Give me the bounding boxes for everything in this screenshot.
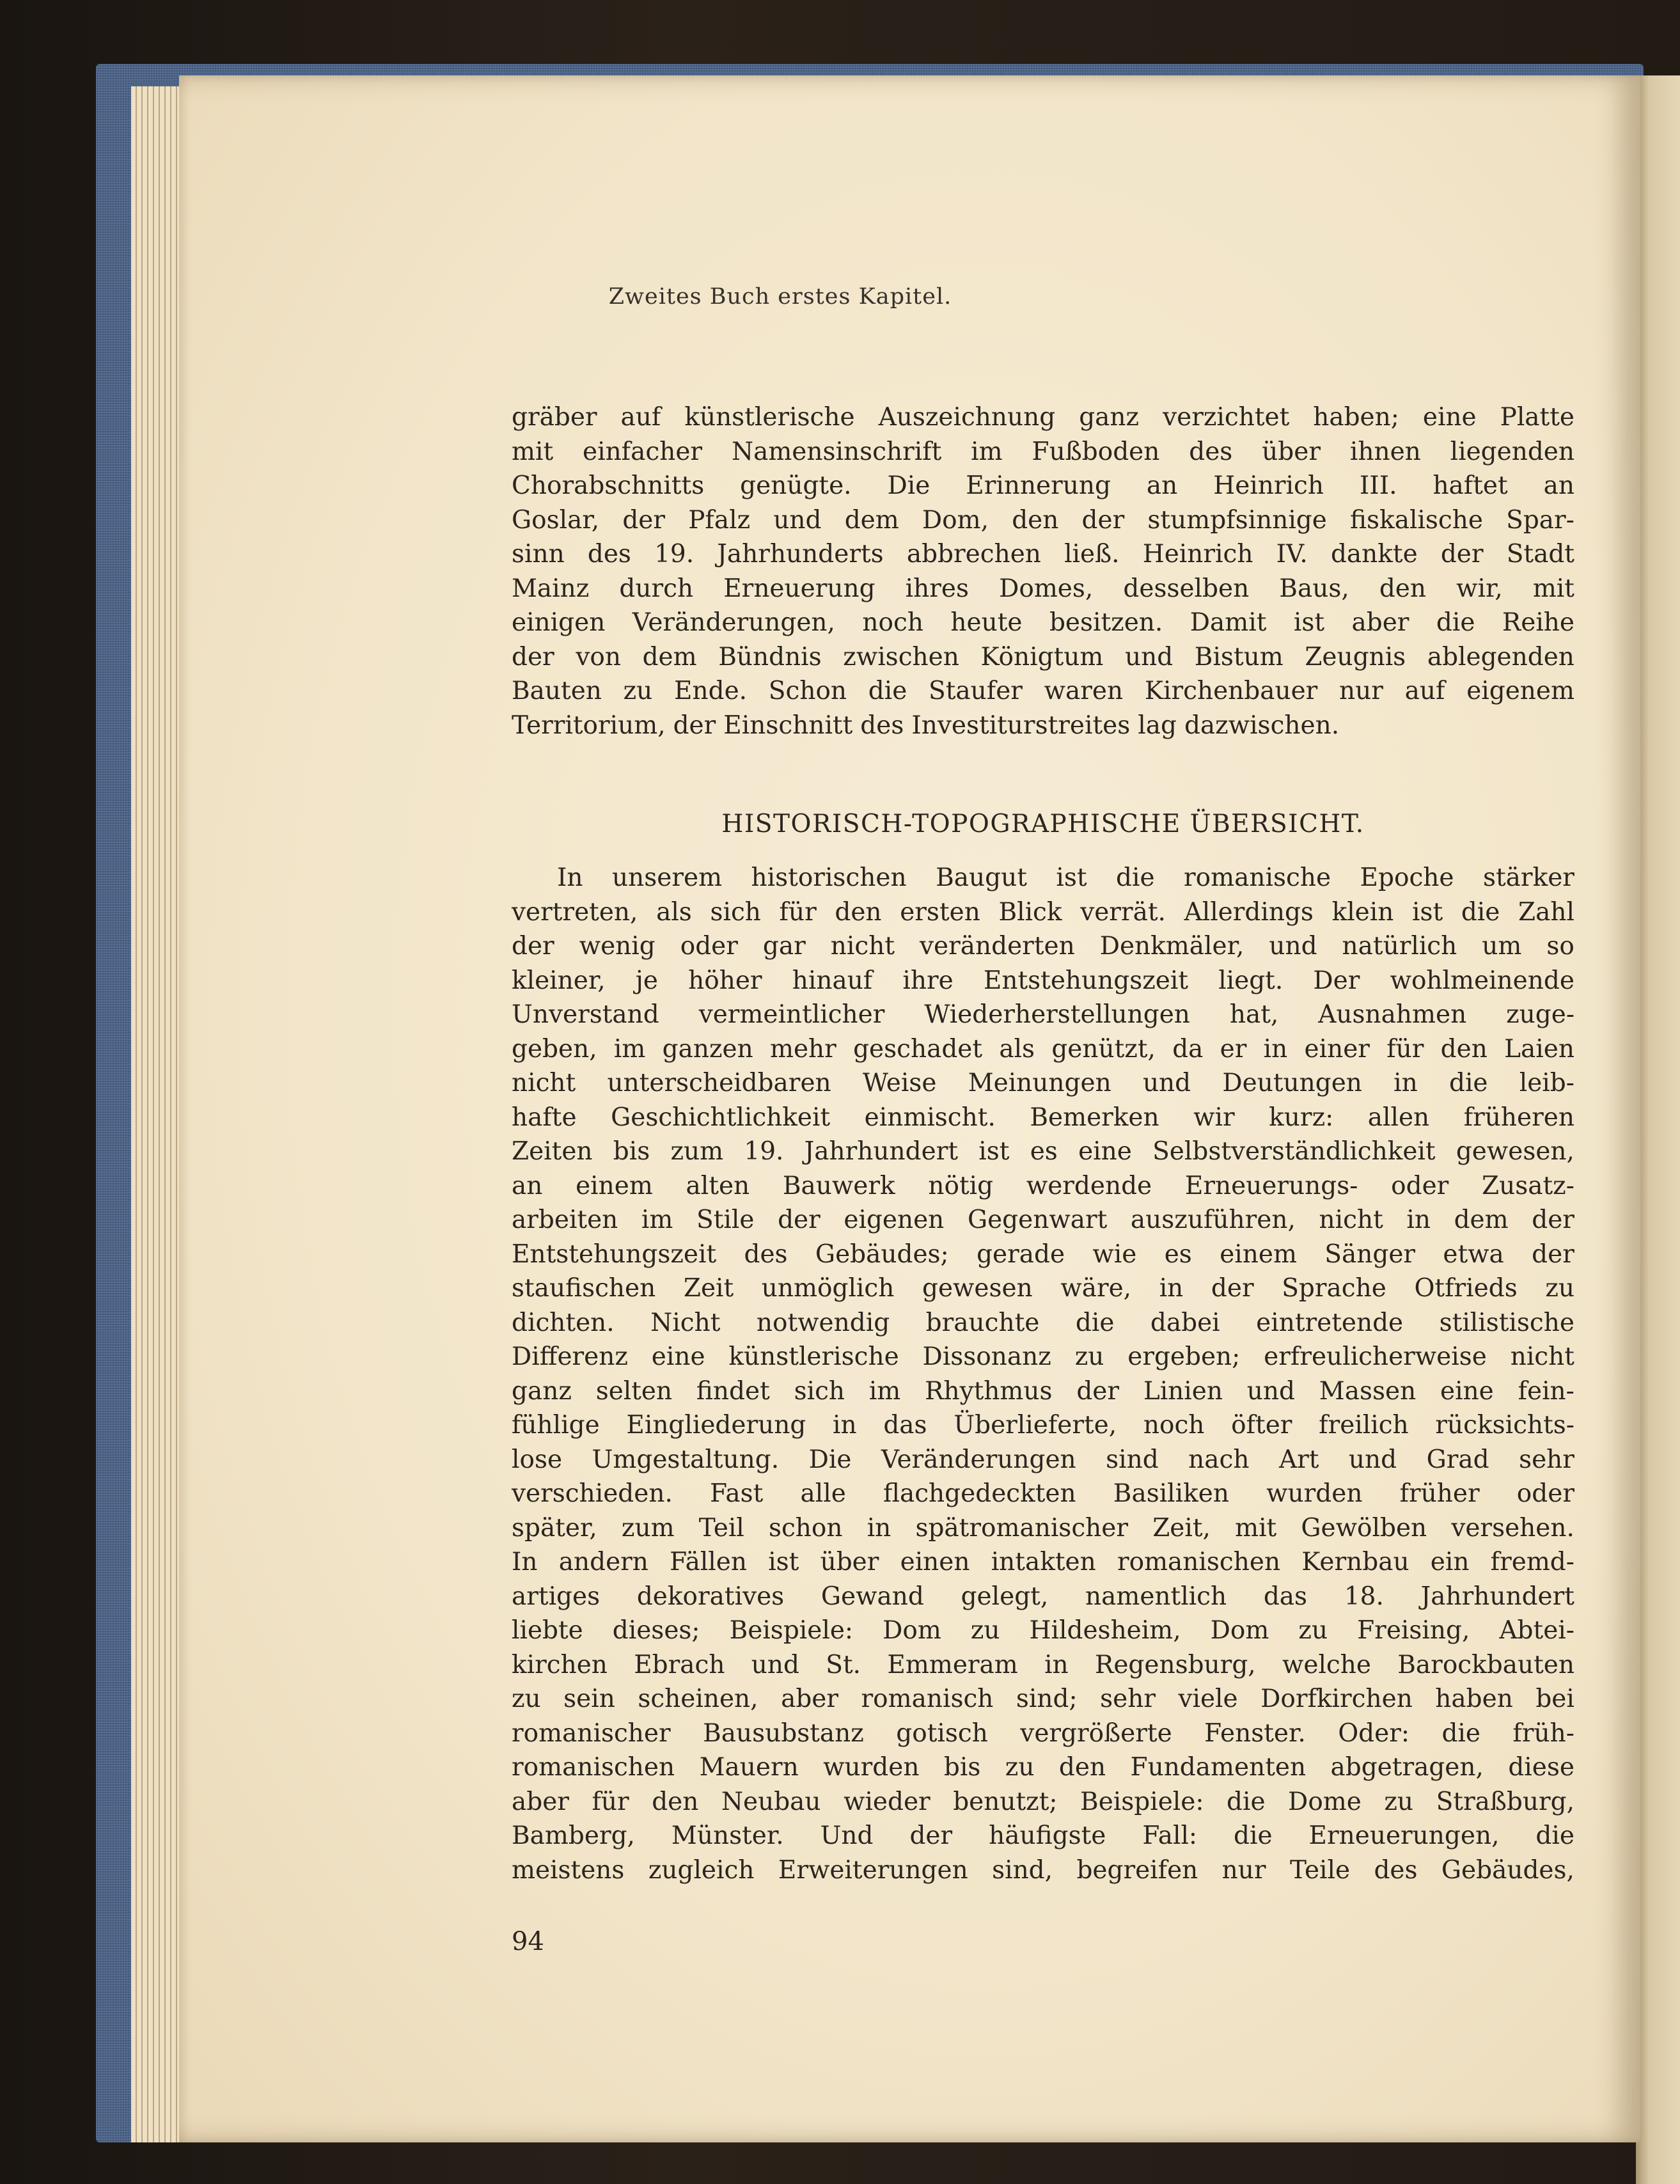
text-line: Goslar, der Pfalz und dem Dom, den der stumpfsinnige fiskalische Spar- [512,505,1574,535]
text-line: meistens zugleich Erweiterungen sind, begreifen nur Teile des Gebäudes, [512,1855,1574,1885]
text-line: gräber auf künstlerische Auszeichnung ganz verzichtet haben; eine Platte [512,403,1574,432]
running-head: Zweites Buch erstes Kapitel. [608,284,952,310]
text-line: zu sein scheinen, aber romanisch sind; sehr viele Dorfkirchen haben bei [512,1685,1574,1713]
text-line: liebte dieses; Beispiele: Dom zu Hildesheim, Dom zu Freising, Abtei- [512,1616,1574,1645]
text-line: mit einfacher Namensinschrift im Fußboden des über ihnen liegenden [512,437,1574,466]
text-line: einigen Veränderungen, noch heute besitzen. Damit ist aber die Reihe [512,608,1574,637]
text-line: romanischen Mauern wurden bis zu den Fundamenten abgetragen, diese [512,1753,1574,1782]
text-line: hafte Geschichtlichkeit einmischt. Bemerken wir kurz: allen früheren [512,1103,1574,1132]
text-line: vertreten, als sich für den ersten Blick verrät. Allerdings klein ist die Zahl [512,897,1574,927]
text-line: fühlige Eingliederung in das Überlieferte, noch öfter freilich rücksichts- [512,1411,1574,1440]
section-title: HISTORISCH-TOPOGRAPHISCHE ÜBERSICHT. [721,810,1365,838]
text-line: sinn des 19. Jahrhunderts abbrechen ließ. Heinrich IV. dankte der Stadt [512,540,1574,569]
text-line: In andern Fällen ist über einen intakten romanischen Kernbau ein fremd- [512,1548,1574,1576]
text-line: aber für den Neubau wieder benutzt; Beispiele: die Dome zu Straßburg, [512,1787,1574,1816]
text-line: dichten. Nicht notwendig brauchte die dabei eintretende stilistische [512,1308,1574,1337]
text-line: geben, im ganzen mehr geschadet als genützt, da er in einer für den Laien [512,1034,1574,1064]
text-line: romanischer Bausubstanz gotisch vergrößerte Fenster. Oder: die früh- [512,1718,1574,1748]
text-line: Chorabschnitts genügte. Die Erinnerung an Heinrich III. haftet an [512,471,1574,500]
text-line: In unserem historischen Baugut ist die romanische Epoche stärker [557,863,1574,892]
text-line: an einem alten Bauwerk nötig werdende Erneuerungs- oder Zusatz- [512,1171,1574,1200]
text-line: ganz selten findet sich im Rhythmus der Linien und Massen eine fein- [512,1376,1574,1406]
page-number: 94 [512,1927,544,1956]
text-line: Mainz durch Erneuerung ihres Domes, desselben Baus, den wir, mit [512,574,1574,603]
paragraph-continued [512,400,1574,742]
text-line: arbeiten im Stile der eigenen Gegenwart auszuführen, nicht in dem der [512,1206,1574,1234]
text-line: lose Umgestaltung. Die Veränderungen sind nach Art und Grad sehr [512,1445,1574,1474]
text-line: Bamberg, Münster. Und der häufigste Fall: die Erneuerungen, die [512,1821,1574,1850]
facing-page-edge [1636,75,1680,2184]
text-line: der wenig oder gar nicht veränderten Denkmäler, und natürlich um so [512,932,1574,961]
text-line: kleiner, je höher hinauf ihre Entstehungszeit liegt. Der wohlmeinende [512,966,1574,995]
text-line: Territorium, der Einschnitt des Investiturstreites lag dazwischen. [512,711,1340,740]
text-line: Entstehungszeit des Gebäudes; gerade wie es einem Sänger etwa der [512,1239,1574,1269]
text-line: kirchen Ebrach und St. Emmeram in Regensburg, welche Barockbauten [512,1650,1574,1679]
text-line: Differenz eine künstlerische Dissonanz zu ergeben; erfreulicherweise nicht [512,1342,1574,1371]
text-line: Zeiten bis zum 19. Jahrhundert ist es eine Selbstverständlichkeit gewesen, [512,1137,1574,1166]
text-line: artiges dekoratives Gewand gelegt, namentlich das 18. Jahrhundert [512,1582,1574,1611]
text-line: verschieden. Fast alle flachgedeckten Basiliken wurden früher oder [512,1479,1574,1508]
text-line: nicht unterscheidbaren Weise Meinungen und Deutungen in die leib- [512,1069,1574,1097]
text-line: staufischen Zeit unmöglich gewesen wäre, in der Sprache Otfrieds zu [512,1274,1574,1303]
paragraph-overview [512,861,1574,1887]
text-line: Bauten zu Ende. Schon die Staufer waren Kirchenbauer nur auf eigenem [512,677,1574,705]
text-line: der von dem Bündnis zwischen Königtum und Bistum Zeugnis ablegenden [512,642,1574,672]
text-line: Unverstand vermeintlicher Wiederherstellungen hat, Ausnahmen zuge- [512,1000,1574,1029]
book-page [179,75,1640,2142]
text-line: später, zum Teil schon in spätromanischer Zeit, mit Gewölben versehen. [512,1513,1574,1543]
